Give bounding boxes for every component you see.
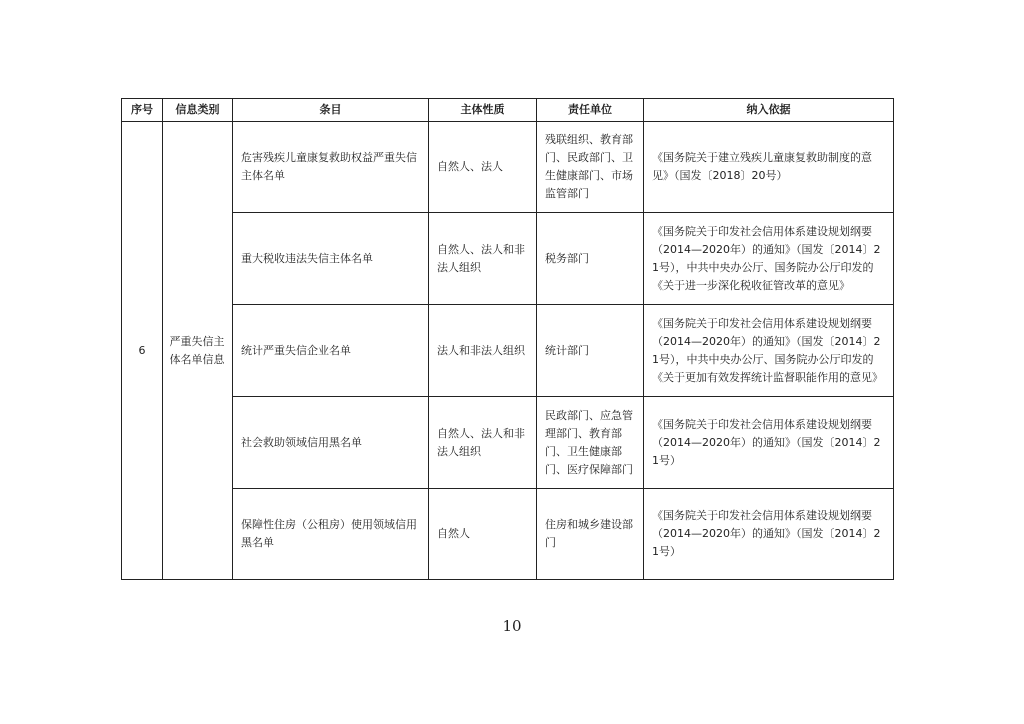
table-header-row [122, 99, 894, 122]
unit-cell: 税务部门 [537, 213, 644, 305]
nature-cell: 自然人、法人和非法人组织 [429, 397, 537, 489]
item-cell: 保障性住房（公租房）使用领域信用黑名单 [233, 489, 429, 580]
item-cell: 统计严重失信企业名单 [233, 305, 429, 397]
unit-cell: 住房和城乡建设部门 [537, 489, 644, 580]
item-cell: 社会救助领域信用黑名单 [233, 397, 429, 489]
unit-cell: 统计部门 [537, 305, 644, 397]
table-row [122, 397, 894, 489]
table-row [122, 305, 894, 397]
basis-cell: 《国务院关于印发社会信用体系建设规划纲要（2014—2020年）的通知》（国发〔2014〕21号），中共中央办公厅、国务院办公厅印发的《关于进一步深化税收征管改革的意见》 [644, 213, 894, 305]
header-item: 条目 [233, 99, 429, 122]
nature-cell: 自然人、法人和非法人组织 [429, 213, 537, 305]
table-row [122, 213, 894, 305]
item-cell: 危害残疾儿童康复救助权益严重失信主体名单 [233, 122, 429, 213]
page-number: 10 [502, 617, 522, 635]
basis-cell: 《国务院关于建立残疾儿童康复救助制度的意见》（国发〔2018〕20号） [644, 122, 894, 213]
table-row [122, 122, 894, 213]
header-subject-nature: 主体性质 [429, 99, 537, 122]
header-category: 信息类别 [163, 99, 233, 122]
unit-cell: 民政部门、应急管理部门、教育部门、卫生健康部门、医疗保障部门 [537, 397, 644, 489]
header-basis: 纳入依据 [644, 99, 894, 122]
header-seq: 序号 [122, 99, 163, 122]
category-text: 严重失信主体名单信息 [169, 334, 225, 366]
item-cell: 重大税收违法失信主体名单 [233, 213, 429, 305]
header-responsible-unit: 责任单位 [537, 99, 644, 122]
seq-cell: 6 [122, 122, 163, 580]
unit-cell: 残联组织、教育部门、民政部门、卫生健康部门、市场监管部门 [537, 122, 644, 213]
credit-list-table [121, 98, 894, 580]
basis-cell: 《国务院关于印发社会信用体系建设规划纲要（2014—2020年）的通知》（国发〔2014〕21号） [644, 489, 894, 580]
table-row [122, 489, 894, 580]
nature-cell: 法人和非法人组织 [429, 305, 537, 397]
basis-cell: 《国务院关于印发社会信用体系建设规划纲要（2014—2020年）的通知》（国发〔2014〕21号），中共中央办公厅、国务院办公厅印发的《关于更加有效发挥统计监督职能作用的意见》 [644, 305, 894, 397]
basis-cell: 《国务院关于印发社会信用体系建设规划纲要（2014—2020年）的通知》（国发〔2014〕21号） [644, 397, 894, 489]
nature-cell: 自然人、法人 [429, 122, 537, 213]
category-cell [163, 122, 233, 580]
nature-cell: 自然人 [429, 489, 537, 580]
